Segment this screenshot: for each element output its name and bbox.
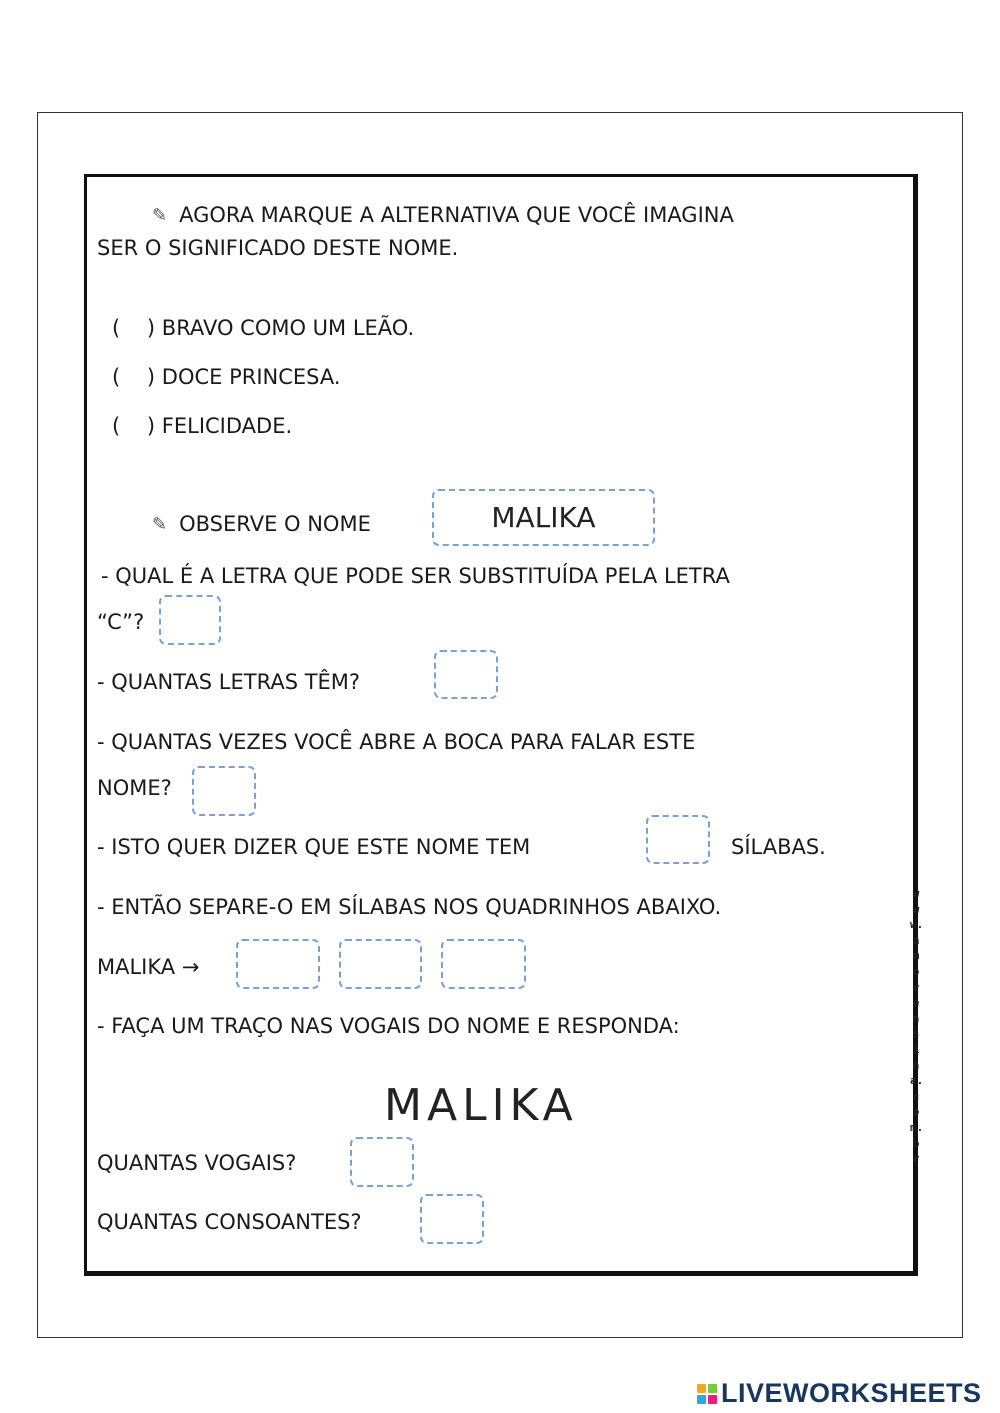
- syllable-box-2[interactable]: [339, 939, 422, 989]
- question-consonant-count: QUANTAS CONSOANTES?: [97, 1210, 362, 1234]
- instruction-line-1: ✎ AGORA MARQUE A ALTERNATIVA QUE VOCÊ IMAGINA: [152, 203, 734, 227]
- syllable-box-3[interactable]: [441, 939, 526, 989]
- pencil-icon: ✎: [152, 205, 168, 226]
- side-website-url: www.amorensina.com.br: [910, 887, 924, 1166]
- option-checkbox[interactable]: ( ): [112, 365, 156, 389]
- option-1[interactable]: [112, 318, 414, 339]
- liveworksheets-logo-icon: [697, 1384, 717, 1404]
- question-letter-count: - QUANTAS LETRAS TÊM?: [97, 670, 361, 694]
- answer-box-vowel-count[interactable]: [350, 1137, 414, 1187]
- option-label: FELICIDADE.: [161, 414, 293, 438]
- question-substitute-letter: - QUAL É A LETRA QUE PODE SER SUBSTITUÍDA PELA LETRA: [101, 564, 730, 588]
- logo-tile: [697, 1395, 706, 1404]
- question-mouth-opens-cont: NOME?: [97, 776, 172, 800]
- option-2[interactable]: [112, 367, 341, 388]
- option-label: BRAVO COMO UM LEÃO.: [161, 316, 415, 340]
- option-label: DOCE PRINCESA.: [161, 365, 341, 389]
- question-mouth-opens: - QUANTAS VEZES VOCÊ ABRE A BOCA PARA FALAR ESTE: [97, 730, 696, 754]
- syllable-box-1[interactable]: [236, 939, 320, 989]
- question-substitute-letter-cont: “C”?: [97, 610, 145, 634]
- observe-name-label: ✎ OBSERVE O NOME: [152, 512, 371, 536]
- question-mark-vowels: - FAÇA UM TRAÇO NAS VOGAIS DO NOME E RESPONDA:: [97, 1014, 680, 1038]
- brand-name: LIVEWORKSHEETS: [721, 1378, 982, 1408]
- name-box: MALIKA: [432, 489, 655, 546]
- logo-tile: [697, 1384, 706, 1393]
- answer-box-syllable-count[interactable]: [646, 815, 710, 864]
- answer-box-mouth-opens[interactable]: [192, 766, 256, 816]
- logo-tile: [708, 1395, 717, 1404]
- answer-box-consonant-count[interactable]: [420, 1194, 484, 1244]
- pencil-icon: ✎: [152, 514, 168, 535]
- answer-box-letter[interactable]: [159, 595, 221, 645]
- instruction-line-2: SER O SIGNIFICADO DESTE NOME.: [97, 236, 459, 260]
- syllables-word: SÍLABAS.: [731, 835, 826, 859]
- option-3[interactable]: [112, 416, 292, 437]
- answer-box-letter-count[interactable]: [434, 650, 498, 699]
- logo-tile: [708, 1384, 717, 1393]
- question-syllable-count: - ISTO QUER DIZER QUE ESTE NOME TEM: [97, 835, 531, 859]
- option-checkbox[interactable]: ( ): [112, 414, 156, 438]
- question-separate-syllables: - ENTÃO SEPARE-O EM SÍLABAS NOS QUADRINHOS ABAIXO.: [97, 895, 722, 919]
- option-checkbox[interactable]: ( ): [112, 316, 156, 340]
- big-name-display: MALIKA: [384, 1080, 578, 1131]
- liveworksheets-brand[interactable]: [697, 1378, 982, 1409]
- syllable-row-label: MALIKA →: [97, 955, 200, 979]
- question-vowel-count: QUANTAS VOGAIS?: [97, 1151, 297, 1175]
